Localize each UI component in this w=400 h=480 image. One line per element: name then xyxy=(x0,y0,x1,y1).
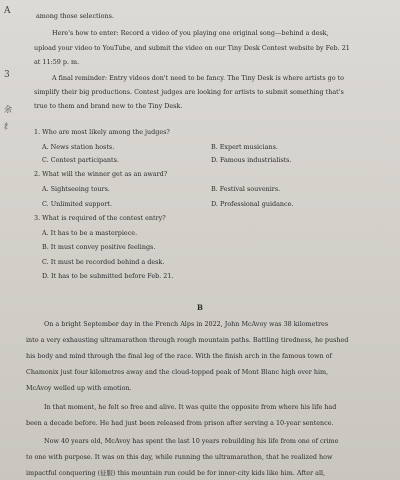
passage-b-line: into a very exhausting ultramarathon through rough mountain paths. Battling tiredness, he pushed xyxy=(26,336,349,344)
margin-mark-3: 3 xyxy=(4,70,10,80)
passage-a-line: true to them and brand new to the Tiny Desk. xyxy=(34,102,183,110)
answer-option[interactable]: A. News station hosts. xyxy=(42,143,115,151)
passage-a-line: at 11:59 p. m. xyxy=(34,58,80,66)
question-stem: 2. What will the winner get as an award? xyxy=(34,170,168,178)
question-stem: 3. What is required of the contest entry? xyxy=(34,214,166,222)
answer-option[interactable]: A. It has to be a masterpiece. xyxy=(42,229,138,237)
answer-option[interactable]: D. Famous industrialists. xyxy=(211,156,292,164)
passage-a-line: A final reminder: Entry videos don't need to be fancy. The Tiny Desk is where artists go to xyxy=(52,74,345,82)
answer-option[interactable]: C. It must be recorded behind a desk. xyxy=(42,258,165,266)
answer-option[interactable]: B. It must convey positive feelings. xyxy=(42,243,156,251)
passage-a-line: among those selections. xyxy=(36,12,114,20)
answer-option[interactable]: B. Expert musicians. xyxy=(211,143,278,151)
answer-option[interactable]: A. Sightseeing tours. xyxy=(42,185,110,193)
margin-mark-a: A xyxy=(4,6,11,16)
passage-a-line: upload your video to YouTube, and submit the video on our Tiny Desk Contest website by Feb. 21 xyxy=(34,44,350,52)
passage-b-line: Chamonix just four kilometres away and the cloud-topped peak of Mont Blanc high over him, xyxy=(26,368,329,376)
answer-option[interactable]: C. Unlimited support. xyxy=(42,200,112,208)
answer-option[interactable]: D. It has to be submitted before Feb. 21. xyxy=(42,272,174,280)
section-label: B xyxy=(197,303,203,312)
passage-a-line: Here's how to enter: Record a video of you playing one original song—behind a desk, xyxy=(52,29,329,37)
passage-b-line: impactful conquering (征服) this mountain run could be for inner-city kids like him. After all, xyxy=(26,469,326,477)
question-stem: 1. Who are most likely among the judges? xyxy=(34,128,170,136)
passage-b-line: been a decade before. He had just been released from prison after serving a 10-year sentence. xyxy=(26,419,334,427)
passage-b-line: Now 40 years old, McAvoy has spent the last 10 years rebuilding his life from one of crime xyxy=(44,437,339,445)
passage-b-line: In that moment, he felt so free and alive. It was quite the opposite from where his life had xyxy=(44,403,337,411)
passage-b-line: to one with purpose. It was on this day, while running the ultramarathon, that he realized how xyxy=(26,453,333,461)
answer-option[interactable]: D. Professional guidance. xyxy=(211,200,294,208)
passage-a-line: simplify their big productions. Contest judges are looking for artists to submit something that's xyxy=(34,88,344,96)
margin-mark-shu: 纟 xyxy=(4,122,12,131)
passage-b-line: On a bright September day in the French Alps in 2022, John McAvoy was 38 kilometres xyxy=(44,320,329,328)
passage-b-line: McAvoy welled up with emotion. xyxy=(26,384,132,392)
answer-option[interactable]: B. Festival souvenirs. xyxy=(211,185,281,193)
answer-option[interactable]: C. Contest participants. xyxy=(42,156,119,164)
passage-b-line: his body and mind through the final leg of the race. With the finish arch in the famous town of xyxy=(26,352,332,360)
margin-mark-yu: 余 xyxy=(4,105,12,114)
